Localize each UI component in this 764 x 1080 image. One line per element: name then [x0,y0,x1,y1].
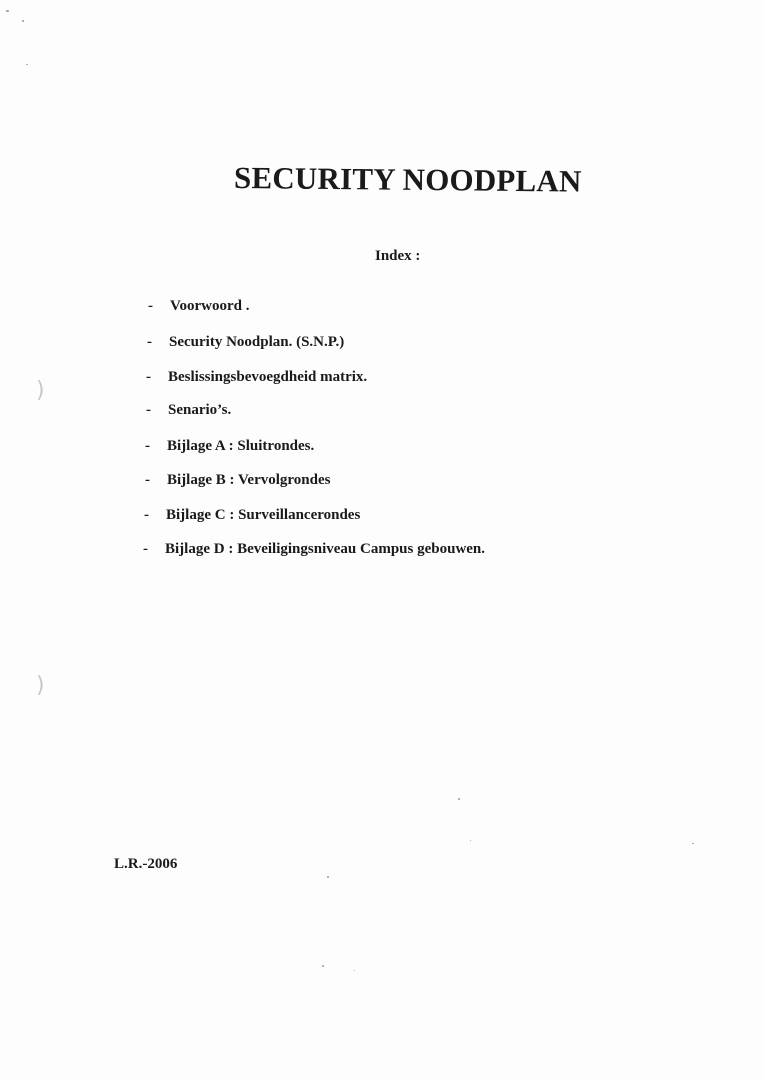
list-bullet: - [146,402,151,418]
punch-hole-mark: ) [36,378,45,403]
list-bullet: - [147,334,152,350]
scan-speck [6,10,9,12]
toc-item-bijlage-b [145,472,330,489]
toc-item-security-noodplan [147,334,344,351]
document-footer-initials: L.R.-2006 [114,856,178,872]
toc-item-label: Bijlage D : Beveiligingsniveau Campus gebouwen. [165,541,486,557]
toc-item-beslissingsbevoegdheid [146,369,367,386]
punch-hole-mark: ) [36,673,45,698]
toc-item-bijlage-c [144,507,360,524]
scan-speck [692,843,694,844]
list-bullet: - [143,541,148,557]
scan-speck [22,20,24,22]
toc-item-label: Bijlage A : Sluitrondes. [167,438,315,454]
toc-item-label: Beslissingsbevoegdheid matrix. [168,369,368,385]
scan-speck [458,798,460,800]
toc-item-label: Senario’s. [168,402,232,418]
list-bullet: - [145,438,150,454]
scan-speck [327,876,329,878]
toc-item-voorwoord [148,298,249,315]
scan-speck [322,965,324,967]
list-bullet: - [145,472,150,488]
toc-item-senarios [146,402,231,419]
toc-item-label: Bijlage B : Vervolgrondes [167,472,331,488]
toc-item-label: Security Noodplan. (S.N.P.) [169,334,345,350]
scan-speck [26,64,28,65]
list-bullet: - [148,298,153,314]
toc-item-bijlage-d [143,541,485,558]
list-bullet: - [144,507,149,523]
toc-item-label: Bijlage C : Surveillancerondes [166,507,361,523]
scan-speck [354,970,355,971]
toc-item-label: Voorwoord . [170,298,250,314]
list-bullet: - [146,369,151,385]
index-heading: Index : [375,248,421,264]
scan-speck [470,840,471,841]
document-title: SECURITY NOODPLAN [233,160,582,199]
toc-item-bijlage-a [145,438,314,455]
